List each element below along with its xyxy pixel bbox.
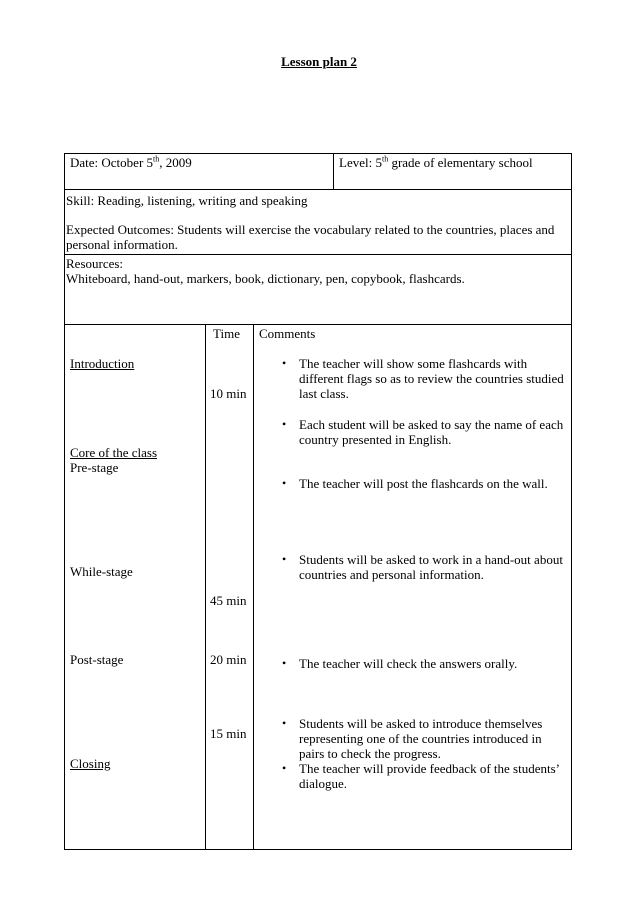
resources-list: Whiteboard, hand-out, markers, book, dictionary, pen, copybook, flashcards. [66,271,465,286]
bullet-icon: • [282,356,287,370]
resources-box [64,254,572,325]
bullet-icon: • [282,716,287,730]
comment-item: The teacher will show some flashcards with different flags so as to review the countries studied last class. [299,356,564,401]
level-sup: th [381,154,389,164]
date-year: , 2009 [159,155,192,170]
time-post: 20 min [210,652,247,667]
skill-text: Skill: Reading, listening, writing and speaking [66,193,308,208]
stage-post: Post-stage [70,652,124,667]
date-field [70,155,192,170]
level-field [339,155,533,170]
time-closing: 15 min [210,726,247,741]
comments-header: Comments [259,326,316,341]
time-core: 45 min [210,593,247,608]
level-label: Level: 5 [339,155,382,170]
level-rest: grade of elementary school [388,155,533,170]
bullet-icon: • [282,552,287,566]
col-divider-1 [205,324,206,850]
date-sup: th [153,154,160,164]
stage-introduction: Introduction [70,356,135,371]
bullet-icon: • [282,417,287,431]
header-divider [333,153,334,190]
stage-pre: Pre-stage [70,460,119,475]
page-title: Lesson plan 2 [281,54,357,69]
resources-label: Resources: [66,256,124,271]
time-header: Time [213,326,240,341]
outcomes-line-2: personal information. [66,237,178,252]
bullet-icon: • [282,476,287,490]
col-divider-2 [253,324,254,850]
comment-item: Students will be asked to work in a hand-out about countries and personal information. [299,552,563,582]
comment-item: Students will be asked to introduce themselves representing one of the countries introduced in pairs to check the progress. [299,716,543,761]
stage-core: Core of the class [70,445,158,460]
comment-item: The teacher will check the answers orally. [299,656,518,671]
comment-item: The teacher will provide feedback of the students’ dialogue. [299,761,560,791]
bullet-icon: • [282,656,287,670]
stage-while: While-stage [70,564,133,579]
date-label: Date: October 5 [70,155,154,170]
comment-item: Each student will be asked to say the name of each country presented in English. [299,417,564,447]
stage-closing: Closing [70,756,111,771]
bullet-icon: • [282,761,287,775]
time-intro: 10 min [210,386,247,401]
outcomes-line-1: Expected Outcomes: Students will exercise the vocabulary related to the countries, places and [66,222,555,237]
comment-item: The teacher will post the flashcards on the wall. [299,476,548,491]
